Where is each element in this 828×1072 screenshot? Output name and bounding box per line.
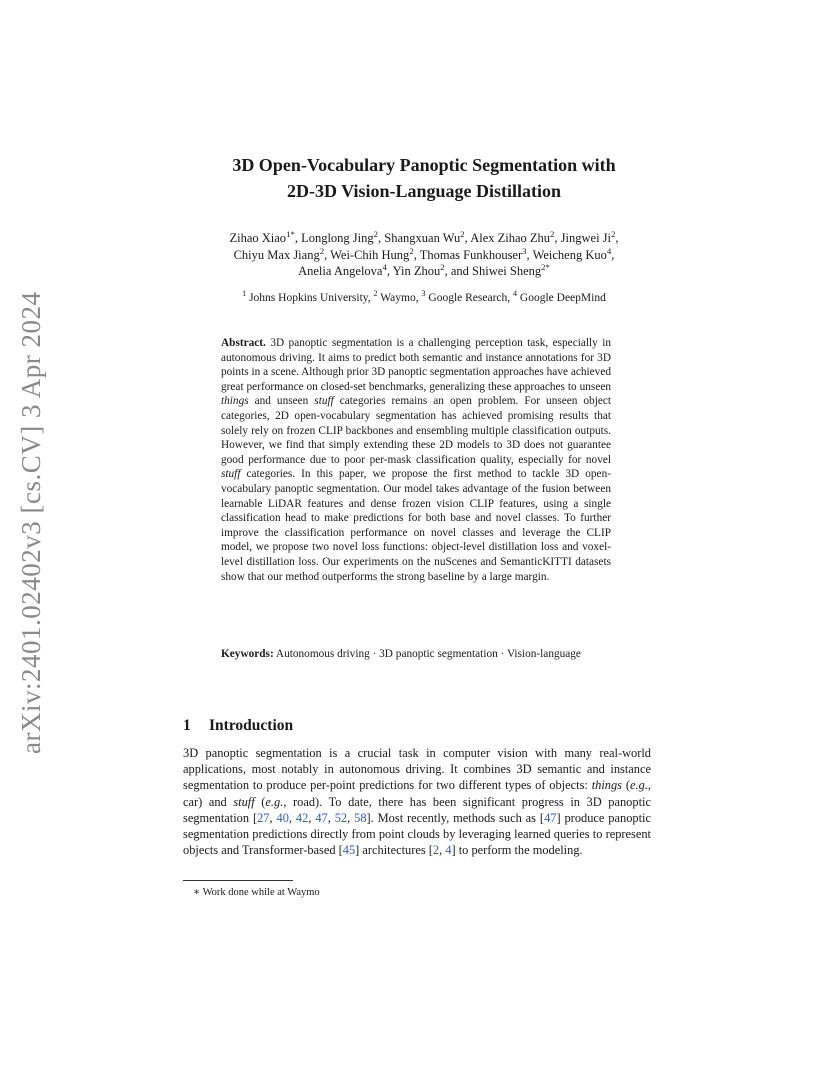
citation-link[interactable]: 52 <box>334 810 348 825</box>
author: Chiyu Max Jiang$^2$ <box>233 245 325 262</box>
footnote: ∗ Work done while at Waymo <box>193 887 320 898</box>
author: Shiwei Sheng$^{2*}$ <box>472 261 550 278</box>
citation-link[interactable]: 27 <box>257 810 270 825</box>
author: Longlong Jing$^2$ <box>301 228 379 245</box>
authors-and: and <box>450 264 469 278</box>
section-heading-introduction <box>183 716 653 736</box>
abstract: Abstract. 3D panoptic segmentation is a challenging perception task, especially in autonomous driving. It aims to predict both semantic and instance annotations for 3D points in a scene. Although prior 3D panoptic segmentation approaches have achieved great performance on closed-set benchmarks, generalizing these approaches to unseen things and unseen stuff categories remains an open problem. For unseen object categories, 2D open-vocabulary segmentation has achieved promising results that solely rely on frozen CLIP backbones and ensembling multiple classification outputs. However, we find that simply extending these 2D models to 3D does not guarantee good performance due to poor per-mask classification quality, especially for novel stuff categories. In this paper, we propose the first method to tackle 3D open-vocabulary panoptic segmentation. Our model takes advantage of the fusion between learnable LiDAR features and dense frozen vision CLIP features, using a single classification head to make predictions for both base and novel classes. To further improve the classification performance on novel classes and leverage the CLIP model, we propose two novel loss functions: object-level distillation loss and voxel-level distillation loss. Our experiments on the nuScenes and SemanticKITTI datasets show that our method outperforms the strong baseline by a large margin. <box>221 337 612 583</box>
abstract-label: Abstract. <box>221 337 266 349</box>
author: Wei-Chih Hung$^2$ <box>330 245 414 262</box>
affiliation: Google DeepMind <box>519 292 606 304</box>
footnote-divider <box>183 880 293 881</box>
author: Thomas Funkhouser$^3$ <box>419 245 527 262</box>
author: Shangxuan Wu$^2$ <box>384 228 465 245</box>
citation-link[interactable]: 40 <box>276 810 289 825</box>
title-line-2: 2D-3D Vision-Language Distillation <box>286 181 562 201</box>
arxiv-identifier-stamp: arXiv:2401.02402v3 [cs.CV] 3 Apr 2024 <box>16 291 46 754</box>
author: Yin Zhou$^2$ <box>392 261 445 278</box>
title-line-1: 3D Open-Vocabulary Panoptic Segmentation with <box>232 155 616 175</box>
author: Alex Zihao Zhu$^2$ <box>470 228 555 245</box>
citation-link[interactable]: 47 <box>315 810 328 825</box>
author-list: Zihao Xiao$^{1*}$, Longlong Jing$^2$, Shangxuan Wu$^2$, Alex Zihao Zhu$^2$, Jingwei Ji$^2$, Chiyu Max Jiang$^2$, Wei-Chih Hung$^2$, Thomas Funkhouser$^3$, Weicheng Kuo$^4$, Anelia Angelova$^4$, Yin Zhou$^2$, and Shiwei Sheng$^{2*}$ <box>229 228 619 278</box>
section-number: 1 <box>183 717 191 734</box>
citation-link[interactable]: 58 <box>354 810 367 825</box>
citation-link[interactable]: 47 <box>544 810 557 825</box>
affiliations: $^1$ Johns Hopkins University, $^2$ Waymo, $^3$ Google Research, $^4$ Google DeepMind <box>242 289 606 304</box>
paper-title <box>150 152 698 204</box>
introduction-paragraph: 3D panoptic segmentation is a crucial task in computer vision with many real-world applications, most notably in autonomous driving. It combines 3D semantic and instance segmentation to produce per-point predictions for two different types of objects: things (e.g., car) and stuff (e.g., road). To date, there has been significant progress in 3D panoptic segmentation [27, 40, 42, 47, 52, 58]. Most recently, methods such as [47] produce panoptic segmentation predictions directly from point clouds by leveraging learned queries to represent objects and Transformer-based [45] architectures [2, 4] to perform the modeling. <box>183 746 651 858</box>
author: Zihao Xiao$^{1*}$ <box>229 228 295 245</box>
citation-link[interactable]: 45 <box>342 843 356 858</box>
affiliation: Johns Hopkins University <box>249 292 368 304</box>
affiliation: Google Research <box>428 292 508 304</box>
citation-link[interactable]: 2 <box>432 843 440 858</box>
affiliation: Waymo <box>380 292 416 304</box>
citation-link[interactable]: 42 <box>295 810 309 825</box>
citation-link[interactable]: 4 <box>445 843 452 858</box>
keywords <box>221 647 611 662</box>
keywords-text: Autonomous driving · 3D panoptic segmentation · Vision-language <box>275 648 581 660</box>
section-title: Introduction <box>209 717 294 734</box>
author: Jingwei Ji$^2$ <box>560 228 616 245</box>
author: Anelia Angelova$^4$ <box>298 261 387 278</box>
author: Weicheng Kuo$^4$ <box>532 245 612 262</box>
keywords-label: Keywords: <box>221 648 274 660</box>
